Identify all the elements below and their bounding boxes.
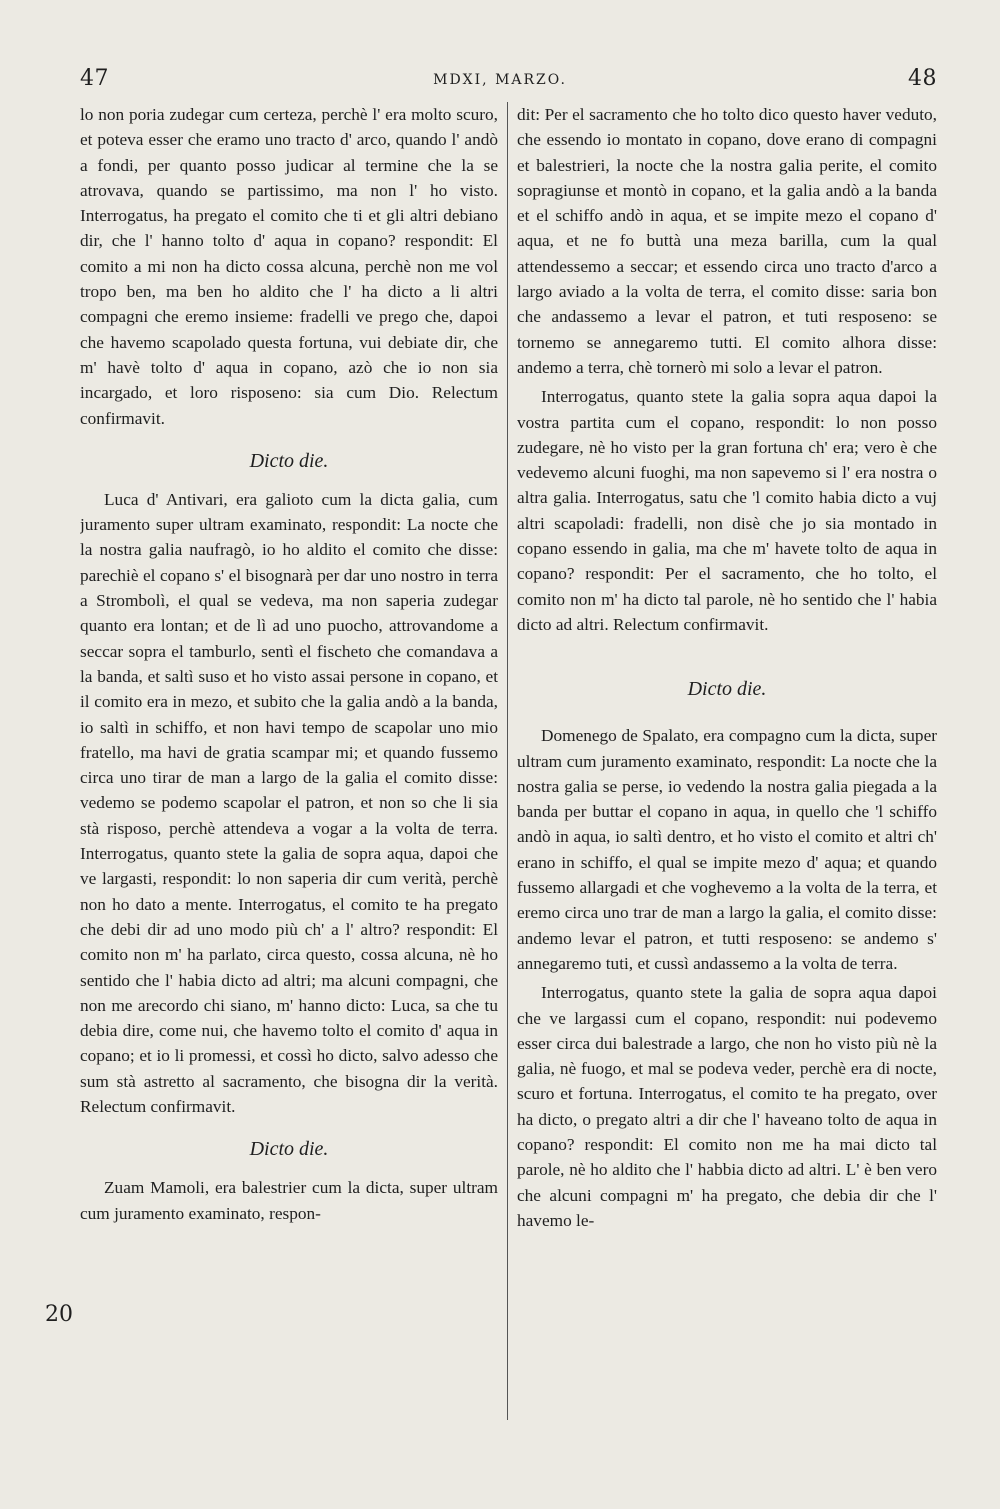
section-heading: Dicto die. bbox=[249, 449, 329, 472]
paragraph: dit: Per el sacramento che ho tolto dico questo haver veduto, che essendo io montato in copano, dove erano di compagni et balestrieri, la nocte che la nostra galia perite, el comito sopragiunse et montò in copano, et la galia andò a la banda et el schiffo andò in aqua, et se impite mezo el copano d' aqua, et ne fo buttà una meza barilla, cum la qual attendessemo a seccar; et essendo circa uno tracto d'arco a largo aviado a la volta de terra, el comito disse: saria bon che andassemo a levar el patron, et tuti resposeno: se tornemo se annegaremo tutti. El comito alhora disse: andemo a terra, chè tornerò mi solo a levar el patron. bbox=[517, 105, 937, 377]
column-divider bbox=[507, 102, 508, 1420]
paragraph: Zuam Mamoli, era balestrier cum la dicta, super ultram cum juramento examinato, respon- bbox=[80, 1178, 498, 1223]
page-header bbox=[0, 66, 1000, 96]
paragraph: lo non poria zudegar cum certeza, perchè l' era molto scuro, et poteva esser che eramo uno tracto d' arco, quando l' andò a fondi, per quanto posso judicar al termine che la se atrovava, quando se partissimo, ma non l' ho visto. Interrogatus, ha pregato el comito che ti et gli altri debiano dir, che l' hanno tolto d' aqua in copano? respondit: El comito a mi non ha dicto cossa alcuna, perchè non me vol tropo ben, ma ben ho aldito che l' ha dicto a li altri compagni che eremo insieme: fradelli ve prego che, dapoi che havemo scapolado questa fortuna, vui debiate dir, che m' havè tolto d' aqua in copano, azò che io non sia incargado, et loro risposeno: sia cum Dio. Relectum confirmavit. bbox=[80, 105, 498, 428]
section-heading: Dicto die. bbox=[249, 1138, 329, 1161]
paragraph: Interrogatus, quanto stete la galia de sopra aqua dapoi che ve largassi cum el copano, respondit: nui podevemo esser circa dui balestrade a largo, che non ho visto più nè la galia, nè fuogo, et mal se podeva veder, perchè era di nocte, scuro et fortuna. Interrogatus, el comito te ha pregato, over ha dicto, o pregato altri a dir che l' haveano tolto de aqua in copano? respondit: El comito non me ha mai dicto tal parole, nè ho aldito che l' habbia dicto ad altri. L' è ben vero che alcuni compagni m' ha pregato, che debia dir che l' havemo le- bbox=[517, 983, 937, 1230]
right-page-number: 48 bbox=[908, 66, 937, 91]
paragraph: Domenego de Spalato, era compagno cum la dicta, super ultram cum juramento examinato, respondit: La nocte che la nostra galia se perse, io vedendo la nostra galia piegada a la banda per buttar el copano in aqua, in quello che 'l schiffo andò in aqua, io saltì dentro, et ho visto el comito et altri ch' erano in schiffo, el qual se impite mezo d' aqua; et quando fussemo allargadi et che voghevemo a la volta de la terra, et eremo circa uno trar de man a largo la galia, el comito disse: andemo levar el patron, et tutti resposeno: se andemo s' annegaremo tuti, et cussì andassemo a la volta de terra. bbox=[517, 726, 937, 973]
running-title: MDXI, MARZO. bbox=[433, 72, 567, 88]
paragraph: Luca d' Antivari, era galioto cum la dicta galia, cum juramento super ultram examinato, respondit: La nocte che la nostra galia naufragò, io ho aldito el comito che disse: parechiè el copano s' el bisognarà per dar uno nostro in terra a Strombolì, el qual se vedeva, ma non saperia zudegar quanto era lontan; et de lì ad uno puocho, attrovandome a seccar sopra el tamburlo, sentì el fischeto che comandava a la banda, et saltì suso et ho visto assai persone in copano, et il comito era in mezo, et subito che la galia andò a la banda, io saltì in schiffo, et non havi tempo de scapolar uno mio fratello, ma havi de gratia scampar mi; et quando fussemo circa uno tirar de man a largo de la galia el comito disse: vedemo se podemo scapolar el patron, et non so che li sia stà risposo, perchè attendeva a vogar a la volta de terra. Interrogatus, quanto stete la galia de sopra aqua, dapoi che ve largasti, respondit: lo non saperia dir cum verità, perchè non ho dato a mente. Interrogatus, el comito te ha pregato che debi dir ad uno modo più ch' a l' altro? respondit: El comito non m' ha parlato, circa questo, cossa alcuna, nè ho sentido che l' habia dicto ad altri; ma alcuni compagni, che non me arecordo chi siano, m' hanno dicto: Luca, sa che tu debia dire, come nui, che havemo tolto el comito d' aqua in copano; et io li promessi, et cossì ho dicto, salvo adesso che sum stà astretto al sacramento, che bisogna dir la verità. Relectum confirmavit. bbox=[80, 489, 498, 1116]
right-column bbox=[517, 102, 937, 1422]
left-column bbox=[80, 102, 498, 1422]
section-heading: Dicto die. bbox=[687, 678, 767, 701]
left-page-number: 47 bbox=[80, 66, 109, 91]
margin-note: 20 bbox=[45, 1302, 73, 1327]
paragraph: Interrogatus, quanto stete la galia sopra aqua dapoi la vostra partita cum el copano, respondit: lo non posso zudegare, nè ho visto per la gran fortuna ch' era; vero è che vedevemo alcuni fuoghi, ma non sapevemo si l' era nostra o altra galia. Interrogatus, satu che 'l comito habia dicto a vuj altri scapoladi: fradelli, non disè che jo sia montado in copano essendo in galia, ma che m' havete tolto de aqua in copano? respondit: Per el sacramento, che ho tolto, el comito non m' ha dicto tal parole, nè ho sentido che l' habia dicto ad altri. Relectum confirmavit. bbox=[517, 387, 937, 634]
